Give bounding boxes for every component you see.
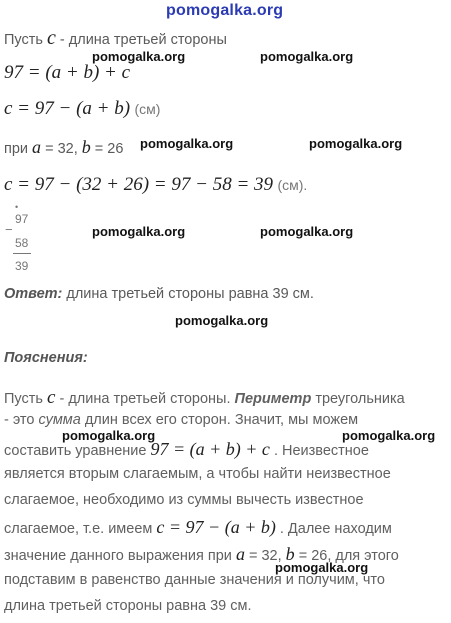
expl-l6-eq: c = 97 − (a + b) bbox=[156, 517, 276, 537]
watermark-5: pomogalka.org bbox=[92, 224, 186, 239]
expl-line-8: подставим в равенство данные значения и получим, что bbox=[4, 572, 385, 588]
watermark-3: pomogalka.org bbox=[140, 136, 234, 151]
watermark-1: pomogalka.org bbox=[92, 49, 186, 64]
column-result: 39 bbox=[15, 259, 29, 273]
given-a: a bbox=[32, 137, 42, 157]
column-line bbox=[13, 253, 31, 254]
given-b: b bbox=[81, 137, 91, 157]
expl-l7-b: b bbox=[285, 544, 295, 564]
answer-label: Ответ: bbox=[4, 286, 63, 302]
expl-line-1 bbox=[4, 388, 405, 407]
equation-3-line bbox=[4, 174, 307, 196]
explanation-heading: Пояснения: bbox=[4, 350, 88, 366]
expl-l6-pre: слагаемое, т.е. имеем bbox=[4, 521, 153, 537]
given-line bbox=[4, 137, 123, 158]
given-b-val: = 26 bbox=[94, 141, 124, 157]
watermark-7: pomogalka.org bbox=[175, 313, 269, 328]
expl-line-6 bbox=[4, 518, 392, 537]
expl-l7-pre: значение данного выражения при bbox=[4, 548, 232, 564]
intro-line bbox=[4, 27, 227, 50]
intro-post: - длина третьей стороны bbox=[59, 32, 227, 48]
answer-line bbox=[4, 286, 314, 302]
expl-l1-var: c bbox=[47, 387, 56, 408]
expl-line-3 bbox=[4, 440, 369, 459]
watermark-9: pomogalka.org bbox=[342, 428, 436, 443]
equation-1: 97 = (a + b) + c bbox=[4, 62, 131, 83]
equation-2-line bbox=[4, 98, 160, 120]
answer-text: длина третьей стороны равна 39 см. bbox=[66, 286, 314, 302]
column-top: 97 bbox=[15, 212, 29, 226]
watermark-4: pomogalka.org bbox=[309, 136, 403, 151]
watermark-2: pomogalka.org bbox=[260, 49, 354, 64]
equation-3: c = 97 − (32 + 26) = 97 − 58 = 39 bbox=[4, 174, 274, 195]
expl-line-5: слагаемое, необходимо из суммы вычесть известное bbox=[4, 492, 364, 508]
expl-l1-post: треугольника bbox=[315, 391, 405, 407]
expl-l7-a: a bbox=[235, 544, 245, 564]
expl-line-2 bbox=[4, 413, 358, 428]
given-a-val: = 32, bbox=[45, 141, 78, 157]
expl-l1-pre: Пусть bbox=[4, 391, 43, 407]
expl-line-9: длина третьей стороны равна 39 см. bbox=[4, 598, 252, 614]
watermark-8: pomogalka.org bbox=[62, 428, 156, 443]
expl-l2-ital: сумма bbox=[38, 412, 81, 428]
watermark-10: pomogalka.org bbox=[275, 560, 369, 575]
column-dot: • bbox=[15, 202, 19, 212]
expl-l7-a-val: = 32, bbox=[248, 548, 282, 564]
expl-l3-eq: 97 = (a + b) + c bbox=[150, 439, 270, 459]
expl-line-4: является вторым слагаемым, а чтобы найти неизвестное bbox=[4, 466, 391, 482]
expl-l1-mid: - длина третьей стороны. bbox=[59, 391, 231, 407]
expl-l3-post: . Неизвестное bbox=[273, 443, 369, 459]
equation-2-unit: (см) bbox=[134, 101, 161, 117]
expl-l2-post: длин всех его сторон. Значит, мы можем bbox=[84, 412, 359, 428]
equation-2: c = 97 − (a + b) bbox=[4, 98, 131, 119]
watermark-6: pomogalka.org bbox=[260, 224, 354, 239]
intro-var: c bbox=[47, 27, 56, 49]
expl-l2-pre: - это bbox=[4, 412, 35, 428]
expl-l3-pre: составить уравнение bbox=[4, 443, 147, 459]
expl-l6-post: . Далее находим bbox=[279, 521, 392, 537]
equation-3-unit: (см). bbox=[277, 177, 308, 193]
column-minus: − bbox=[5, 222, 13, 237]
column-mid: 58 bbox=[15, 236, 29, 250]
expl-l7-b-val: = 26, для этого bbox=[298, 548, 399, 564]
given-pre: при bbox=[4, 141, 29, 157]
site-logo-text: pomogalka.org bbox=[166, 2, 284, 19]
intro-pre: Пусть bbox=[4, 32, 43, 48]
expl-l1-bold: Периметр bbox=[234, 391, 312, 407]
